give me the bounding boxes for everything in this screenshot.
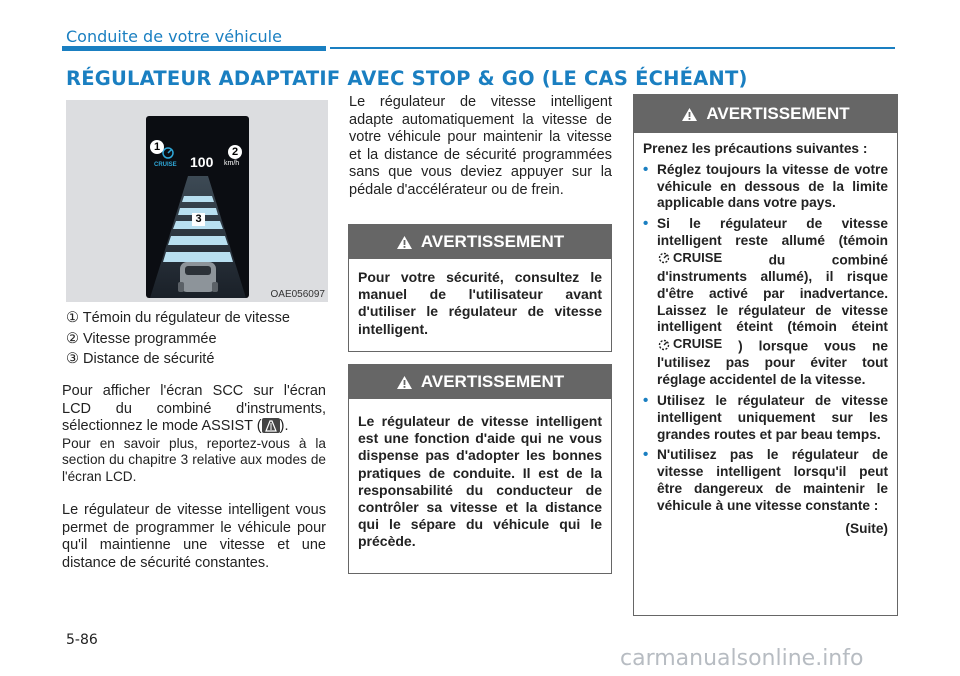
warning-box-precautions <box>633 94 898 616</box>
cluster-figure <box>66 100 328 302</box>
scc-screen-text-a: Pour afficher l'écran SCC sur l'écran LCD du combiné d'instruments, sélectionnez le mode ASSIST ( <box>62 383 326 435</box>
precaution-dangerous: • N'utilisez pas le régulateur de vitesse intelligent lorsqu'il peut être dangereux de maintenir le véhicule à une vitesse constante : <box>643 447 888 514</box>
precautions-intro: Prenez les précautions suivantes : <box>643 141 868 156</box>
warning-box-driver-responsibility <box>348 364 612 574</box>
precaution-cruise-text-c: ) lorsque vous ne l'utilisez pas pour éviter tout réglage accidentel de la vitesse. <box>657 338 888 388</box>
page-number: 5-86 <box>66 632 98 648</box>
header-rule-thin <box>330 47 895 49</box>
scc-description-paragraph: Le régulateur de vitesse intelligent adapte automatiquement la vitesse de votre véhicule pour maintenir la vitesse et la distance de sécurité programmées sans que vous deviez appuyer sur la pédale d'accélérateur ou de frein. <box>349 94 612 198</box>
scc-screen-text-c: Pour en savoir plus, reportez-vous à la section du chapitre 3 relative aux modes de l'écran LCD. <box>62 435 326 484</box>
screen-speed-unit: km/h <box>224 160 240 167</box>
legend-item-3: ③ Distance de sécurité <box>66 351 215 367</box>
cruise-icon <box>657 252 671 264</box>
cruise-label: CRUISE <box>673 249 723 265</box>
screen-cruise-label: CRUISE <box>154 162 177 168</box>
warning-title: AVERTISSEMENT <box>420 372 565 391</box>
warning-header <box>349 225 611 259</box>
precautions-body <box>634 133 897 547</box>
callout-3: 3 <box>192 213 205 226</box>
warning-title: AVERTISSEMENT <box>420 232 565 251</box>
legend-item-2: ② Vitesse programmée <box>66 331 217 347</box>
assist-mode-icon <box>262 418 280 433</box>
watermark: carmanualsonline.info <box>620 646 864 671</box>
precaution-cruise-off <box>643 216 888 389</box>
precaution-weather: • Utilisez le régulateur de vitesse intelligent uniquement sur les grandes routes et par beau temps. <box>643 393 888 443</box>
cruise-icon <box>657 339 671 351</box>
cruise-indicator-off <box>657 336 722 353</box>
warning-triangle-icon <box>396 375 413 390</box>
page-title: RÉGULATEUR ADAPTATIF AVEC STOP & GO (LE CAS ÉCHÉANT) <box>66 67 748 90</box>
precaution-cruise-text-a: Si le régulateur de vitesse intelligent reste allumé (témoin <box>657 216 888 248</box>
warning-triangle-icon <box>396 235 413 250</box>
precautions-list <box>643 162 888 515</box>
figure-code: OAE056097 <box>270 289 325 300</box>
warning-triangle-icon <box>681 107 698 122</box>
section-title: Conduite de votre véhicule <box>66 27 282 46</box>
precaution-speed-limit: • Réglez toujours la vitesse de votre véhicule en dessous de la limite applicable dans votre pays. <box>643 162 888 212</box>
callout-1: 1 <box>150 140 164 154</box>
scc-screen-paragraph <box>62 383 326 486</box>
warning-text: Le régulateur de vitesse intelligent est une fonction d'aide qui ne vous dispense pas d'adopter les bonnes pratiques de conduite. Il est de la responsabilité du conducteur de contrôler sa vitesse et la distance qui le sépare du véhicule qui le précède. <box>358 413 602 550</box>
header-rule-thick <box>62 46 326 51</box>
precaution-cruise-text-b: du combiné d'instruments allumé), il risque d'être activé par inadvertance. Laissez le régulateur de vitesse intelligent éteint (témoin éteint <box>657 252 888 335</box>
scc-screen-text-b: ). <box>279 418 289 435</box>
callout-2: 2 <box>228 145 242 159</box>
cruise-label: CRUISE <box>673 336 723 352</box>
warning-box-manual <box>348 224 612 352</box>
warning-header <box>349 365 611 399</box>
cruise-indicator <box>657 250 722 267</box>
legend-item-1: ① Témoin du régulateur de vitesse <box>66 310 290 326</box>
continued-label: (Suite) <box>845 520 888 536</box>
warning-text: Pour votre sécurité, consultez le manuel de l'utilisateur avant d'utiliser le régulateur de vitesse intelligent. <box>358 269 602 337</box>
screen-speed: 100 <box>190 154 214 170</box>
scc-intro-paragraph: Le régulateur de vitesse intelligent vous permet de programmer le véhicule pour qu'il maintienne une vitesse et une distance de sécurité constantes. <box>62 502 326 571</box>
warning-header <box>634 95 897 133</box>
warning-title: AVERTISSEMENT <box>706 104 850 123</box>
